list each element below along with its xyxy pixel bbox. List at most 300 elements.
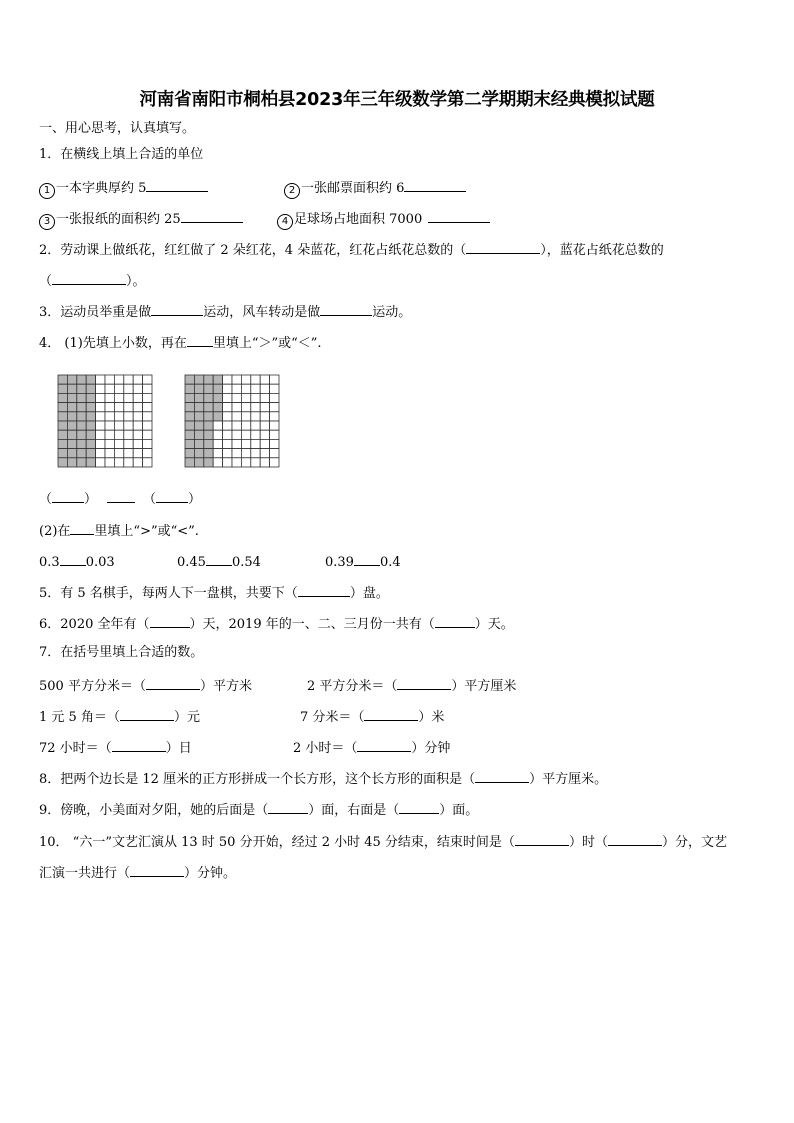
grid-cell [270,449,279,458]
grid-cell [133,384,142,393]
grid-cell [260,375,269,384]
grid-cell [223,403,232,412]
grid-cell [96,393,105,402]
grid-cell [241,403,250,412]
circled-number: 4 [277,214,293,230]
answer-blank[interactable] [156,489,188,503]
circled-number: 2 [284,183,300,199]
q7-text: 500 平方分米＝（ [39,679,146,694]
q1-item-a [39,178,208,199]
grid-cell [241,430,250,439]
grid-cell-shaded [204,403,213,412]
grid-cell-shaded [204,430,213,439]
q3-text-a: 3．运动员举重是做 [39,305,152,320]
q2-text-b: ），蓝花占纸花总数的 [540,243,664,258]
grid-cell-shaded [86,393,95,402]
grid-cell [133,375,142,384]
grid-cell [96,430,105,439]
grid-cell [232,393,241,402]
grid-cell-shaded [213,375,222,384]
answer-blank[interactable] [70,521,94,535]
grid-cell [251,393,260,402]
grid-cell-shaded [77,412,86,421]
grid-cell [223,458,232,467]
q10-text-e: ）分钟。 [184,866,237,881]
q4-compare-3 [325,552,401,571]
q1-item-d [277,209,490,230]
hundred-grid-left [57,374,153,468]
q5-text-b: ）盘。 [349,586,389,601]
grid-cell-shaded [67,439,76,448]
grid-cell-shaded [194,449,203,458]
grid-cell [114,384,123,393]
grid-cell-shaded [67,421,76,430]
answer-blank[interactable] [146,178,208,192]
q2-line1 [39,240,664,259]
compare-left: 0.3 [39,555,60,570]
grid-cell [105,412,114,421]
grid-cell-shaded [67,449,76,458]
grid-cell-shaded [204,421,213,430]
grid-cell [232,375,241,384]
grid-cell [105,384,114,393]
grid-cell [251,421,260,430]
grid-cell [96,458,105,467]
grid-cell [223,375,232,384]
q2-text-a: 2．劳动课上做纸花，红红做了 2 朵红花，4 朵蓝花，红花占纸花总数的（ [39,243,467,258]
answer-blank[interactable] [52,489,84,503]
grid-cell-shaded [86,449,95,458]
q1-item-b [284,178,466,199]
grid-cell [232,412,241,421]
q4-text-a: 4． (1)先填上小数，再在 [39,336,187,351]
grid-cell [241,439,250,448]
grid-cell-shaded [194,403,203,412]
grid-cell-shaded [58,393,67,402]
grid-cell [270,393,279,402]
q8-line [39,769,607,788]
grid-cell [251,375,260,384]
grid-cell [143,403,152,412]
grid-cell-shaded [67,412,76,421]
grid-cell-shaded [67,430,76,439]
grid-cell-shaded [185,403,194,412]
grid-cell-shaded [58,384,67,393]
grid-cell-shaded [194,412,203,421]
grid-cell-shaded [194,421,203,430]
grid-cell-shaded [213,384,222,393]
q6-text-c: ）天。 [474,617,514,632]
grid-cell [133,430,142,439]
grid-cell [105,393,114,402]
grid-cell [232,458,241,467]
grid-cell-shaded [58,449,67,458]
grid-cell [251,412,260,421]
answer-blank[interactable] [298,583,350,597]
grid-cell [270,412,279,421]
q8-text-b: ）平方厘米。 [529,772,608,787]
grid-cell [105,458,114,467]
grid-cell [96,439,105,448]
q6-line [39,614,514,633]
grid-cell [213,449,222,458]
grid-cell [114,403,123,412]
grid-cell-shaded [58,439,67,448]
grid-cell-shaded [204,375,213,384]
grid-cell [114,439,123,448]
grid-cell-shaded [194,375,203,384]
q9-text-a: 9．傍晚，小美面对夕阳，她的后面是（ [39,803,269,818]
answer-blank[interactable] [52,271,126,285]
grid-cell [114,375,123,384]
grid-cell [96,384,105,393]
compare-blank[interactable] [60,552,86,566]
grid-cell-shaded [86,439,95,448]
grid-cell [124,375,133,384]
q10-line2 [39,863,236,882]
grid-cell [105,375,114,384]
grid-cell [213,421,222,430]
answer-blank[interactable] [475,769,529,783]
grid-cell [124,421,133,430]
answer-blank[interactable] [397,676,451,690]
grid-cell [124,393,133,402]
grid-cell [260,384,269,393]
answer-blank[interactable] [112,738,166,752]
grid-cell [241,421,250,430]
grid-cell [232,430,241,439]
compare-left: 0.45 [177,555,206,570]
grid-cell [213,458,222,467]
answer-blank[interactable] [268,800,308,814]
q7-item-6 [293,738,450,757]
grid-cell [260,412,269,421]
q6-text-b: ）天，2019 年的一、二、三月份一共有（ [189,617,435,632]
grid-cell [143,449,152,458]
compare-blank[interactable] [107,489,135,503]
q1-item-b-text: 一张邮票面积约 6 [301,181,405,196]
grid-cell-shaded [77,449,86,458]
answer-blank[interactable] [320,302,372,316]
answer-blank[interactable] [181,209,243,223]
grid-cell-shaded [194,384,203,393]
q7-item-1 [39,676,252,695]
grid-cell [232,384,241,393]
grid-cell [124,458,133,467]
q4-part2-text-a: (2)在 [39,524,71,539]
page-title: 河南省南阳市桐柏县2023年三年级数学第二学期期末经典模拟试题 [139,90,655,110]
grid-cell [270,458,279,467]
grid-cell [223,412,232,421]
grid-cell [232,421,241,430]
grid-cell [114,412,123,421]
grid-cell [124,384,133,393]
q9-text-c: ）面。 [439,803,479,818]
grid-cell [124,449,133,458]
grid-cell-shaded [86,458,95,467]
grid-cell [260,421,269,430]
grid-cell [143,412,152,421]
grid-cell [96,412,105,421]
grid-cell [232,403,241,412]
q7-stem: 7．在括号里填上合适的数。 [39,645,204,660]
grid-cell [96,403,105,412]
q7-item-2 [307,676,516,695]
grid-cell [96,375,105,384]
answer-blank[interactable] [130,863,184,877]
grid-cell [251,384,260,393]
q7-item-3 [39,707,200,726]
paren-left: （ [39,492,53,507]
grid-cell [105,421,114,430]
grid-cell-shaded [185,458,194,467]
grid-cell-shaded [77,403,86,412]
grid-cell [223,430,232,439]
grid-cell [114,421,123,430]
grid-cell [241,384,250,393]
answer-blank[interactable] [120,707,174,721]
grid-cell-shaded [213,393,222,402]
grid-cell [133,393,142,402]
answer-blank[interactable] [466,240,540,254]
q2-line2 [39,271,146,290]
grid-cell-shaded [86,384,95,393]
grid-cell [270,384,279,393]
grid-cell [124,430,133,439]
grid-cell [251,449,260,458]
grid-cell [143,393,152,402]
answer-blank[interactable] [399,800,439,814]
circled-number: 3 [39,214,55,230]
grid-cell [124,439,133,448]
q10-text-d: 汇演一共进行（ [39,866,131,881]
grid-cell [223,449,232,458]
grid-cell [241,375,250,384]
grid-cell-shaded [213,403,222,412]
grid-cell-shaded [58,421,67,430]
q4-stem [39,333,322,352]
grid-cell-shaded [67,375,76,384]
grid-cell [260,430,269,439]
grid-cell-shaded [77,458,86,467]
q10-text-a: 10． “六一”文艺汇演从 13 时 50 分开始，经过 2 小时 45 分结束，结束时间是（ [39,835,515,850]
grid-cell [143,375,152,384]
q6-text-a: 6．2020 全年有（ [39,617,150,632]
grid-cell-shaded [213,412,222,421]
grid-cell [133,412,142,421]
paren-left: （ [143,492,157,507]
grid-cell [114,393,123,402]
grid-cell [105,449,114,458]
q9-line [39,800,478,819]
grid-cell [260,403,269,412]
answer-blank[interactable] [187,333,213,347]
grid-cell [270,430,279,439]
grid-cell [260,393,269,402]
grid-cell-shaded [77,421,86,430]
grid-cell-shaded [194,393,203,402]
grid-cell-shaded [185,384,194,393]
q8-text-a: 8．把两个边长是 12 厘米的正方形拼成一个长方形，这个长方形的面积是（ [39,772,476,787]
q7-unit: ）平方米 [199,679,252,694]
q10-text-b: ）时（ [568,835,608,850]
grid-cell [270,421,279,430]
q5-line [39,583,389,602]
grid-cell [241,412,250,421]
grid-cell [223,393,232,402]
grid-cell-shaded [86,421,95,430]
grid-cell [143,458,152,467]
grid-cell-shaded [58,458,67,467]
q7-unit: ）平方厘米 [451,679,517,694]
grid-cell [251,458,260,467]
q10-line1 [39,832,727,851]
grid-cell [213,439,222,448]
hundred-grid-right [184,374,280,468]
answer-blank[interactable] [404,178,466,192]
grid-cell [133,449,142,458]
q10-text-c: ）分，文艺 [661,835,727,850]
grid-cell-shaded [204,384,213,393]
grid-cell [124,412,133,421]
grid-cell-shaded [77,393,86,402]
grid-cell-shaded [77,430,86,439]
grid-cell [114,449,123,458]
compare-blank[interactable] [206,552,232,566]
grid-cell [124,403,133,412]
grid-cell [105,403,114,412]
answer-blank[interactable] [364,707,418,721]
q7-unit: ）米 [418,710,445,725]
paren-right: ） [84,492,98,507]
q7-text: 2 小时＝（ [293,741,358,756]
grid-cell-shaded [185,375,194,384]
grid-cell-shaded [204,458,213,467]
answer-blank[interactable] [428,209,490,223]
grid-cell-shaded [67,384,76,393]
q7-unit: ）日 [165,741,192,756]
grid-cell-shaded [58,403,67,412]
q4-answer-row [39,489,201,508]
grid-cell [133,421,142,430]
grid-cell [114,430,123,439]
grid-cell [213,430,222,439]
grid-cell-shaded [185,449,194,458]
answer-blank[interactable] [515,832,569,846]
q4-text-b: 里填上“＞”或“＜”. [212,336,322,351]
q7-text: 1 元 5 角＝（ [39,710,120,725]
compare-right: 0.54 [231,555,261,570]
grid-cell [223,439,232,448]
grid-cell-shaded [77,375,86,384]
q1-item-a-text: 一本字典厚约 5 [56,181,147,196]
grid-cell-shaded [86,430,95,439]
q1-item-c-text: 一张报纸的面积约 25 [56,212,181,227]
grid-cell [270,403,279,412]
answer-blank[interactable] [435,614,475,628]
answer-blank[interactable] [146,676,200,690]
q4-part2-text-b: 里填上“>”或“<”. [94,524,199,539]
answer-blank[interactable] [151,302,203,316]
q9-text-b: ）面，右面是（ [308,803,400,818]
grid-cell-shaded [58,430,67,439]
grid-cell [232,439,241,448]
q3-text-b: 运动，风车转动是做 [203,305,321,320]
grid-cell-shaded [185,439,194,448]
compare-left: 0.39 [325,555,354,570]
circled-number: 1 [39,183,55,199]
grid-cell-shaded [77,439,86,448]
grid-cell-shaded [194,458,203,467]
q2-text-c: （ [39,274,53,289]
grid-cell [260,449,269,458]
grid-cell-shaded [204,449,213,458]
q7-text: 2 平方分米＝（ [307,679,398,694]
grid-cell-shaded [204,393,213,402]
grid-cell [105,439,114,448]
q2-text-d: ）。 [126,274,146,289]
grid-cell-shaded [185,430,194,439]
grid-cell-shaded [185,393,194,402]
grid-cell-shaded [86,375,95,384]
grid-cell [114,458,123,467]
q4-compare-2 [177,552,261,571]
grid-cell [260,458,269,467]
q4-compare-1 [39,552,115,571]
grid-cell-shaded [77,384,86,393]
q7-item-5 [39,738,192,757]
grid-cell [270,375,279,384]
grid-cell-shaded [185,421,194,430]
grid-cell-shaded [204,439,213,448]
grid-cell [143,430,152,439]
grid-cell [260,439,269,448]
answer-blank[interactable] [608,832,662,846]
q1-stem: 1．在横线上填上合适的单位 [39,147,204,162]
compare-right: 0.4 [379,555,401,570]
grid-cell [270,439,279,448]
grid-cell-shaded [67,403,76,412]
q4-part2-stem [39,521,199,540]
q3-text-c: 运动。 [372,305,412,320]
q7-unit: ）分钟 [411,741,451,756]
answer-blank[interactable] [150,614,190,628]
grid-cell [241,458,250,467]
grid-cell [96,449,105,458]
grid-cell-shaded [204,412,213,421]
q1-item-c [39,209,243,230]
grid-cell [133,458,142,467]
grid-cell [133,403,142,412]
grid-cell-shaded [86,412,95,421]
grid-cell [232,449,241,458]
q7-text: 7 分米＝（ [300,710,365,725]
grid-cell [241,393,250,402]
paren-right: ） [188,492,202,507]
grid-cell [251,403,260,412]
grid-cell-shaded [58,412,67,421]
grid-cell [143,421,152,430]
compare-blank[interactable] [354,552,380,566]
grid-cell [96,421,105,430]
q5-text-a: 5．有 5 名棋手，每两人下一盘棋，共要下（ [39,586,298,601]
answer-blank[interactable] [357,738,411,752]
grid-cell [143,439,152,448]
grid-cell [133,439,142,448]
grid-cell-shaded [67,458,76,467]
grid-cell [105,430,114,439]
grid-cell [251,439,260,448]
